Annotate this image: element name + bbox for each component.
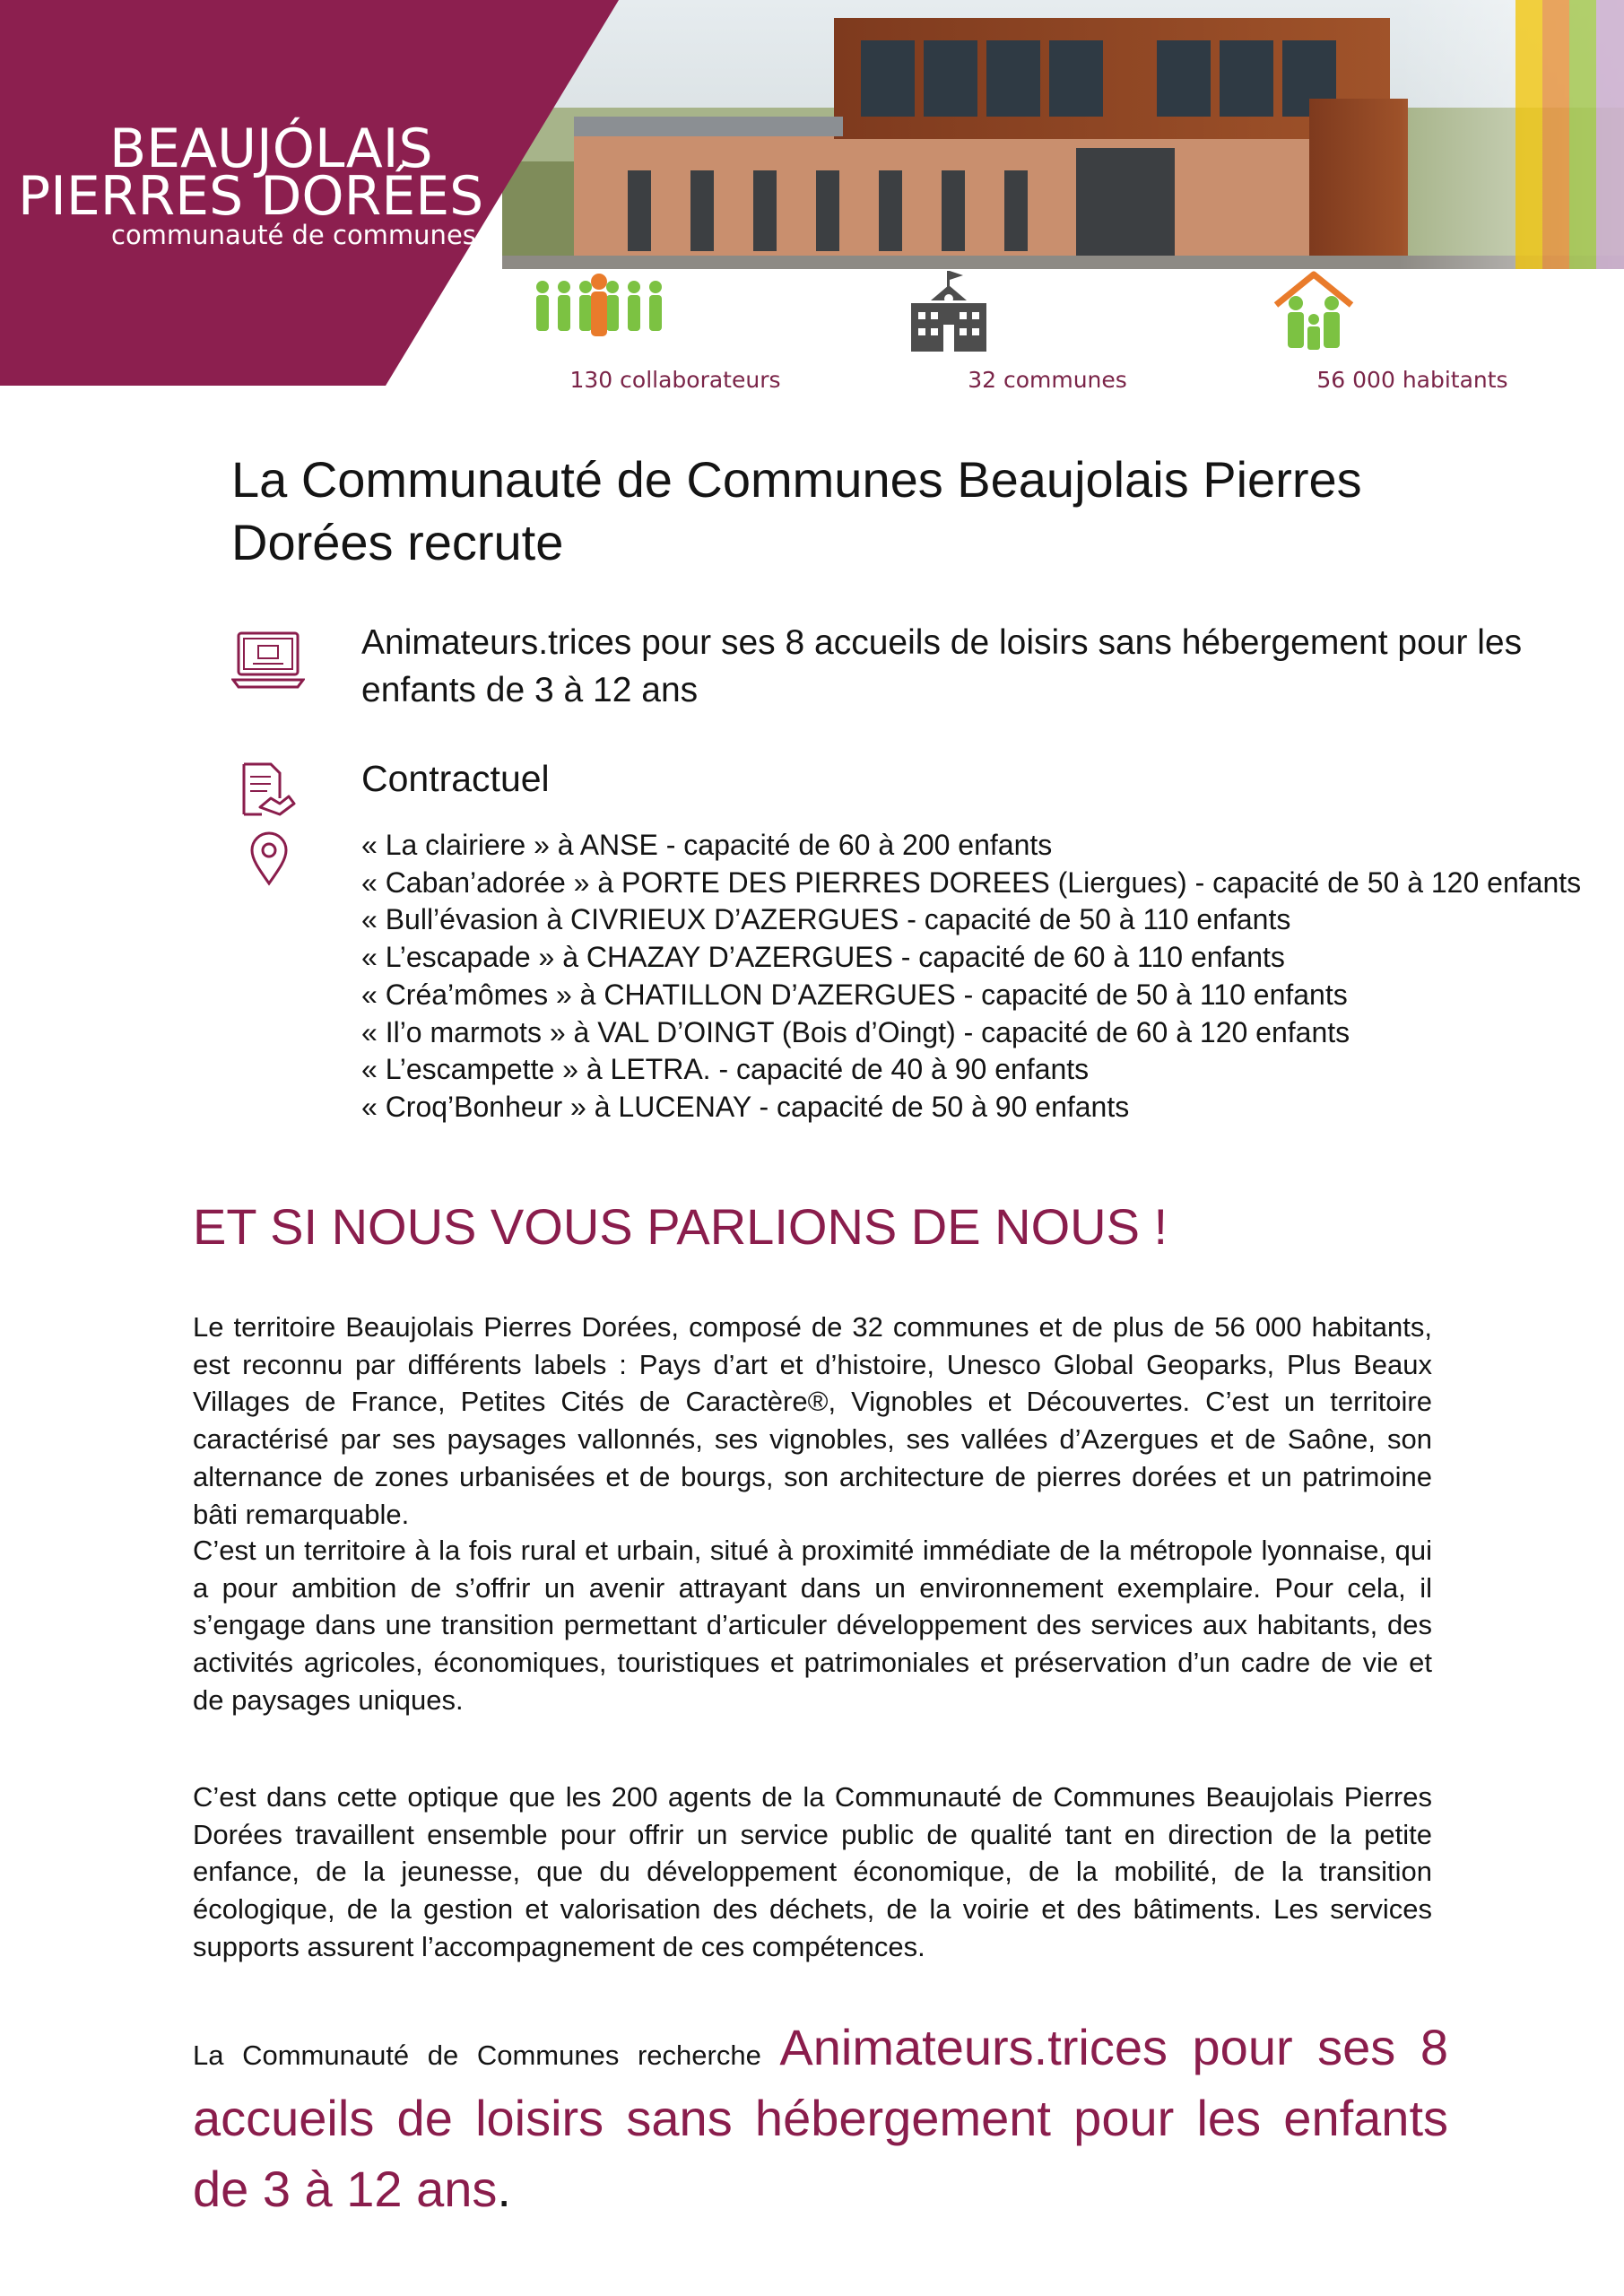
contract-type: Contractuel [361, 758, 550, 799]
page-header [0, 0, 1624, 393]
section-title: ET SI NOUS VOUS PARLIONS DE NOUS ! [193, 1198, 1168, 1255]
town-hall-icon [904, 269, 1191, 354]
stat-habitants [1269, 269, 1556, 393]
stat-label: 130 collaborateurs [569, 367, 781, 393]
closing-prefix: La Communauté de Communes recherche [193, 2039, 780, 2071]
location-pin-icon [249, 831, 289, 891]
closing-suffix: . [497, 2161, 511, 2217]
about-paragraph-3: C’est dans cette optique que les 200 agents de la Communauté de Communes Beaujolais Pierres Dorées travaillent ensemble pour offrir un service public de qualité tant en direction de la petite enfance, de la jeunesse, que du développement économique, de la mobilité, de la transition écologique, de la gestion et valorisation des déchets, de la voirie et des bâtiments. Les services supports assurent l’accompagnement de ces compétences. [193, 1781, 1432, 1962]
list-item: « Croq’Bonheur » à LUCENAY - capacité de 50 à 90 enfants [361, 1090, 1130, 1123]
contract-handshake-icon [240, 762, 296, 824]
people-group-icon [532, 269, 819, 354]
list-item: « La clairiere » à ANSE - capacité de 60 à 200 enfants [361, 829, 1053, 861]
centres-list [361, 827, 1581, 1126]
list-item: « L’escampette » à LETRA. - capacité de 40 à 90 enfants [361, 1053, 1090, 1086]
stat-collaborateurs [532, 269, 819, 393]
list-item: « Caban’adorée » à PORTE DES PIERRES DOREES (Liergues) - capacité de 50 à 120 enfants [361, 865, 1582, 899]
job-title: Animateurs.trices pour ses 8 accueils de loisirs sans hébergement pour les enfants de 3 à 12 ans [361, 623, 1523, 709]
building-photo [502, 0, 1624, 269]
laptop-icon [231, 630, 305, 697]
closing-statement [193, 2016, 1448, 2229]
closing-highlight: Animateurs.trices pour ses 8 accueils de loisirs sans hébergement pour les enfants de 3 à 12 ans [193, 2019, 1448, 2217]
stat-label: 32 communes [968, 367, 1127, 393]
logo-line-1: BEAUJÓLAIS [109, 117, 433, 180]
list-item: « Bull’évasion à CIVRIEUX D’AZERGUES - capacité de 50 à 110 enfants [361, 903, 1291, 936]
list-item: « Il’o marmots » à VAL D’OINGT (Bois d’Oingt) - capacité de 60 à 120 enfants [361, 1015, 1350, 1048]
logo-line-3: communauté de communes [111, 220, 476, 250]
stat-communes [904, 269, 1191, 393]
list-item: « L’escapade » à CHAZAY D’AZERGUES - capacité de 60 à 110 enfants [361, 941, 1285, 974]
page-title: La Communauté de Communes Beaujolais Pierres Dorées recrute [231, 451, 1362, 570]
about-paragraph-1: Le territoire Beaujolais Pierres Dorées, composé de 32 communes et de plus de 56 000 habitants, est reconnu par différents labels : Pays d’art et d’histoire, Unesco Global Geoparks, Plus Beaux Villages de France, Petites Cités de Caractère®, Vignobles et Découvertes. C’est un territoire caractérisé par ses paysages vallonnés, ses vignobles, ses vallées d’Azergues et de Saône, son alternance de zones urbanisées et de bourgs, son architecture de pierres dorées et un patrimoine bâti remarquable. [193, 1311, 1432, 1530]
family-house-icon [1269, 269, 1556, 354]
logo-line-2: PIERRES DORÉES [18, 165, 484, 228]
about-paragraph-2: C’est un territoire à la fois rural et urbain, situé à proximité immédiate de la métropole lyonnaise, qui a pour ambition de s’offrir un avenir attrayant dans un environnement exemplaire. Pour cela, il s’engage dans une transition permettant d’articuler développement des services aux habitants, des activités agricoles, économiques, touristiques et patrimoniales et préservation d’un cadre de vie et de paysages uniques. [193, 1535, 1432, 1716]
list-item: « Créa’mômes » à CHATILLON D’AZERGUES - capacité de 50 à 110 enfants [361, 978, 1348, 1011]
brand-logo [0, 0, 502, 386]
stat-label: 56 000 habitants [1316, 367, 1508, 393]
